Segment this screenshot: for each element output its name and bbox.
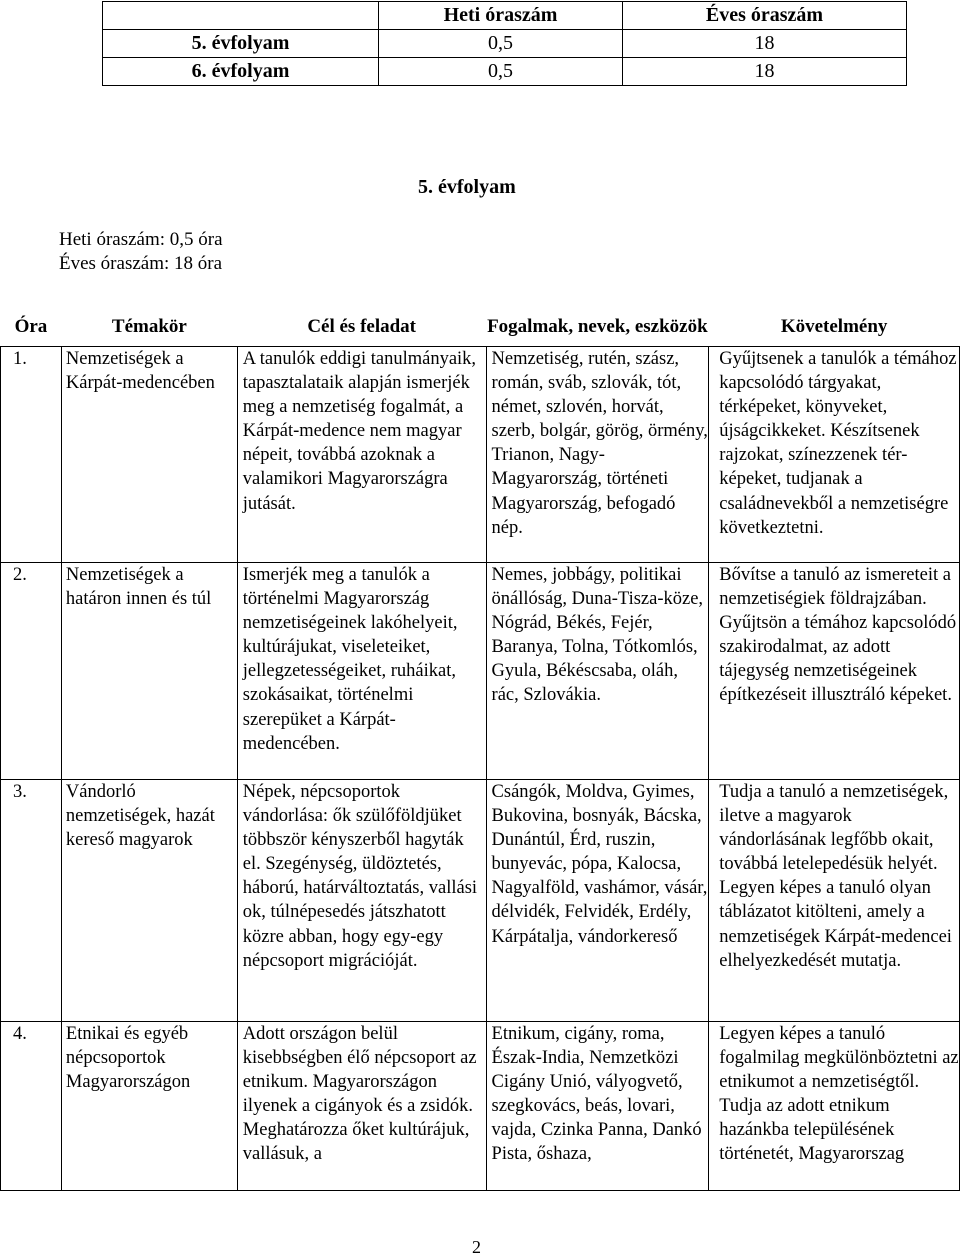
hours-table-row: [103, 58, 907, 86]
row-topic: Etnikai és egyéb népcsoportok Magyarországon: [65, 1024, 191, 1093]
row-requirements: Legyen képes a tanuló fogalmilag megkülönböztetni az etnikumot a nemzetiségtől. Tudja az adott etnikum hazánkba településének történetét, Magyarorszag: [719, 1024, 959, 1165]
row-lesson-number: 1.: [13, 349, 27, 369]
hours-yearly-value: 18: [623, 30, 907, 58]
row-lesson-number: 4.: [13, 1024, 27, 1044]
curriculum-row: [1, 563, 960, 780]
row-requirements: Tudja a tanuló a nemzetiségek, iletve a magyarok vándorlásának legfőbb okait, továbbá letelepedésük helyét. Legyen képes a tanuló olyan táblázatot kitölteni, amely a nemzetiségek Kárpát-medencei elhelyezkedését mutatja.: [719, 782, 952, 971]
row-lesson-number: 3.: [13, 782, 27, 802]
row-requirements: Bővítse a tanuló az ismereteit a nemzetiségiek földrajzában. Gyűjtsön a témához kapcsolódó szakirodalmat, az adott tájegység nemzetiségeinek építkezéseit illusztráló képeket.: [719, 565, 957, 706]
header-lesson-number: Óra: [14, 315, 48, 337]
hours-grade-label: 6. évfolyam: [103, 58, 379, 86]
row-topic: Vándorló nemzetiségek, hazát kereső magyarok: [65, 782, 215, 851]
row-requirements: Gyűjtsenek a tanulók a témához kapcsolódó tárgyakat, térképeket, könyveket, újságcikkeket. Készítsenek rajzokat, színezzenek tér-képeket, tudjanak a családnevekből a nemzetiségre következtetni.: [719, 349, 957, 538]
hours-header-yearly: Éves óraszám: [623, 2, 907, 30]
row-topic: Nemzetiségek a Kárpát-medencében: [65, 349, 215, 394]
hours-table-header-row: [103, 2, 907, 30]
row-concepts: Nemes, jobbágy, politikai önállóság, Duna-Tisza-köze, Nógrád, Békés, Fejér, Baranya, Tolna, Tótkomlós, Gyula, Békéscsaba, oláh, rác, Szlovákia.: [491, 565, 704, 706]
curriculum-row: [1, 780, 960, 1022]
row-goal: A tanulók eddigi tanulmányaik, tapasztalataik alapján ismerjék meg a nemzetiség fogalmát, a Kárpát-medence nem magyar népeit, továbbá azoknak a valamikori Magyarországra jutását.: [242, 349, 477, 514]
hours-table: [102, 1, 907, 86]
header-requirements: Követelmény: [780, 315, 888, 337]
row-goal: Népek, népcsoportok vándorlása: ők szülőföldjüket többször kényszerből hagyták el. Szegénység, üldöztetés, háború, határváltoztatás, vallási ok, túlnépesedés játszhatott közre abban, hogy egy-egy népcsoport migrációját.: [242, 782, 478, 971]
curriculum-table: [0, 306, 960, 1191]
header-goal: Cél és feladat: [307, 315, 417, 337]
hours-header-blank: [103, 2, 379, 30]
hours-grade-label: 5. évfolyam: [103, 30, 379, 58]
header-topic: Témakör: [111, 315, 187, 337]
row-goal: Adott országon belül kisebbségben élő népcsoport az etnikum. Magyarországon ilyenek a cigányok és a zsidók. Meghatározza őket kultúrájuk, vallásuk, a: [242, 1024, 477, 1165]
hours-weekly-value: 0,5: [379, 58, 623, 86]
hours-header-weekly: Heti óraszám: [379, 2, 623, 30]
row-topic: Nemzetiségek a határon innen és túl: [65, 565, 212, 610]
curriculum-row: [1, 347, 960, 563]
curriculum-header-row: [1, 306, 960, 347]
summary-yearly-hours: Éves óraszám: 18 óra: [59, 253, 223, 274]
row-concepts: Csángók, Moldva, Gyimes, Bukovina, bosnyák, Bácska, Dunántúl, Érd, ruszin, bunyevác, pópa, Kalocsa, Nagyalföld, vashámor, vásár, délvidék, Felvidék, Erdély, Kárpátalja, vándorkereső: [491, 782, 708, 947]
curriculum-row: [1, 1022, 960, 1191]
row-goal: Ismerjék meg a tanulók a történelmi Magyarország nemzetiségeinek lakóhelyeit, kultúrájukat, viseleteiket, jellegzetességeiket, ruháikat, szokásaikat, történelmi szerepüket a Kárpát-medencében.: [242, 565, 458, 754]
row-concepts: Nemzetiség, rutén, szász, román, sváb, szlovák, tót, német, szlovén, horvát, szerb, bolgár, görög, örmény, Trianon, Nagy-Magyarország, történeti Magyarország, befogadó nép.: [491, 349, 708, 538]
row-lesson-number: 2.: [13, 565, 27, 585]
hours-weekly-value: 0,5: [379, 30, 623, 58]
page-number: 2: [472, 1237, 481, 1257]
header-concepts: Fogalmak, nevek, eszközök: [487, 315, 708, 337]
section-title: 5. évfolyam: [418, 176, 516, 198]
hours-yearly-value: 18: [623, 58, 907, 86]
hours-table-row: [103, 30, 907, 58]
summary-weekly-hours: Heti óraszám: 0,5 óra: [59, 229, 223, 250]
row-concepts: Etnikum, cigány, roma, Észak-India, Nemzetközi Cigány Unió, vályogvető, szegkovács, beás, lovari, vajda, Czinka Panna, Dankó Pista, őshaza,: [491, 1024, 702, 1165]
